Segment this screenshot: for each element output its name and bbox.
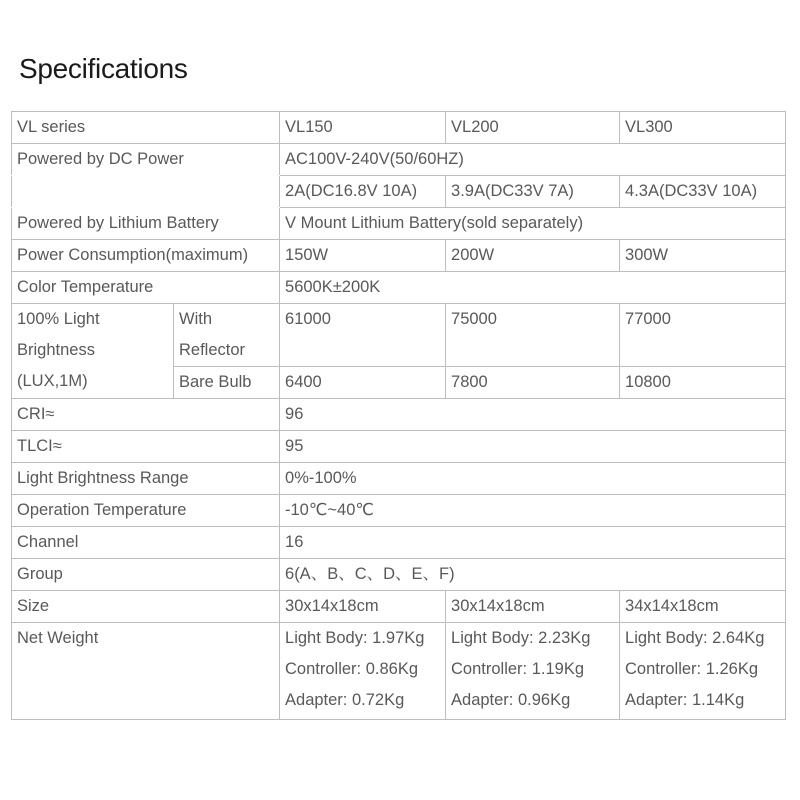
dc-power-spacer xyxy=(12,176,280,208)
model-header-vl150: VL150 xyxy=(280,112,446,144)
model-header-vl300: VL300 xyxy=(620,112,786,144)
table-row xyxy=(12,112,786,144)
operation-temperature-value: -10℃~40℃ xyxy=(280,495,786,527)
tlci-label: TLCI≈ xyxy=(12,431,280,463)
power-consumption-vl200: 200W xyxy=(446,240,620,272)
with-reflector-vl300: 77000 xyxy=(620,304,786,367)
net-weight-line: Adapter: 0.96Kg xyxy=(451,691,571,709)
table-row xyxy=(12,176,786,208)
with-reflector-vl150: 61000 xyxy=(280,304,446,367)
table-row xyxy=(12,144,786,176)
size-vl300: 34x14x18cm xyxy=(620,591,786,623)
brightness-range-value: 0%-100% xyxy=(280,463,786,495)
dc-adapter-vl150: 2A(DC16.8V 10A) xyxy=(280,176,446,208)
table-row xyxy=(12,208,786,240)
table-row xyxy=(12,399,786,431)
with-reflector-line: With xyxy=(179,310,212,328)
table-row xyxy=(12,591,786,623)
table-row xyxy=(12,431,786,463)
battery-label: Powered by Lithium Battery xyxy=(12,208,280,240)
dc-power-input: AC100V-240V(50/60HZ) xyxy=(280,144,786,176)
net-weight-label: Net Weight xyxy=(12,623,280,720)
operation-temperature-label: Operation Temperature xyxy=(12,495,280,527)
dc-adapter-vl300: 4.3A(DC33V 10A) xyxy=(620,176,786,208)
net-weight-line: Controller: 1.19Kg xyxy=(451,660,585,678)
net-weight-line: Light Body: 1.97Kg xyxy=(285,629,425,647)
size-vl150: 30x14x18cm xyxy=(280,591,446,623)
page-title: Specifications xyxy=(19,53,188,84)
specifications-table xyxy=(11,111,786,720)
with-reflector-line: Reflector xyxy=(179,341,246,359)
color-temperature-label: Color Temperature xyxy=(12,272,280,304)
net-weight-line: Light Body: 2.64Kg xyxy=(625,629,765,647)
bare-bulb-vl150: 6400 xyxy=(280,367,446,399)
size-label: Size xyxy=(12,591,280,623)
table-row xyxy=(12,240,786,272)
net-weight-line: Controller: 1.26Kg xyxy=(625,660,759,678)
with-reflector-vl200: 75000 xyxy=(446,304,620,367)
table-row xyxy=(12,304,786,367)
net-weight-line: Light Body: 2.23Kg xyxy=(451,629,591,647)
bare-bulb-vl300: 10800 xyxy=(620,367,786,399)
power-consumption-label: Power Consumption(maximum) xyxy=(12,240,280,272)
with-reflector-label xyxy=(174,304,280,367)
net-weight-vl150 xyxy=(280,623,446,720)
net-weight-vl200 xyxy=(446,623,620,720)
brightness-label xyxy=(12,304,174,399)
table-row xyxy=(12,527,786,559)
cri-value: 96 xyxy=(280,399,786,431)
group-value: 6(A、B、C、D、E、F) xyxy=(280,559,786,591)
brightness-label-line: (LUX,1M) xyxy=(17,372,88,390)
model-header-vl200: VL200 xyxy=(446,112,620,144)
table-row xyxy=(12,559,786,591)
net-weight-line: Controller: 0.86Kg xyxy=(285,660,419,678)
table-row xyxy=(12,623,786,720)
size-vl200: 30x14x18cm xyxy=(446,591,620,623)
table-row xyxy=(12,495,786,527)
net-weight-line: Adapter: 0.72Kg xyxy=(285,691,405,709)
dc-adapter-vl200: 3.9A(DC33V 7A) xyxy=(446,176,620,208)
table-row xyxy=(12,463,786,495)
net-weight-line: Adapter: 1.14Kg xyxy=(625,691,745,709)
bare-bulb-vl200: 7800 xyxy=(446,367,620,399)
power-consumption-vl150: 150W xyxy=(280,240,446,272)
brightness-label-line: 100% Light xyxy=(17,310,100,328)
group-label: Group xyxy=(12,559,280,591)
cri-label: CRI≈ xyxy=(12,399,280,431)
tlci-value: 95 xyxy=(280,431,786,463)
color-temperature-value: 5600K±200K xyxy=(280,272,786,304)
table-row xyxy=(12,272,786,304)
channel-label: Channel xyxy=(12,527,280,559)
dc-power-label: Powered by DC Power xyxy=(12,144,280,176)
bare-bulb-label: Bare Bulb xyxy=(174,367,280,399)
battery-value: V Mount Lithium Battery(sold separately) xyxy=(280,208,786,240)
series-header: VL series xyxy=(12,112,280,144)
brightness-range-label: Light Brightness Range xyxy=(12,463,280,495)
net-weight-vl300 xyxy=(620,623,786,720)
channel-value: 16 xyxy=(280,527,786,559)
power-consumption-vl300: 300W xyxy=(620,240,786,272)
brightness-label-line: Brightness xyxy=(17,341,95,359)
